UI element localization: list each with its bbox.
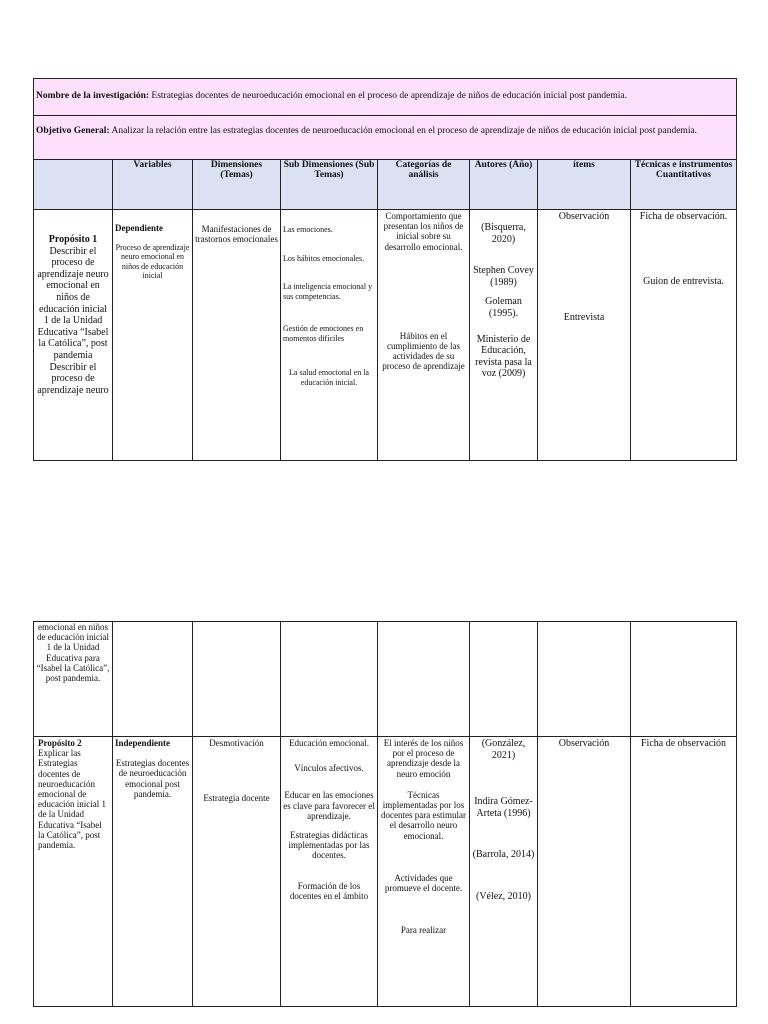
autores-cell [470, 737, 538, 1007]
categorias-cell [378, 737, 470, 1007]
objective-text: Analizar la relación entre las estrategias docentes de neuroeducación emocional en el proceso de aprendizaje de niños de educación inicial post pandemia. [111, 126, 698, 136]
header-items: ítems [538, 160, 631, 210]
sub-item: Las emociones. [283, 225, 333, 234]
research-name-text: Estrategias docentes de neuroeducación emocional en el proceso de aprendizaje de niños de educación inicial post pandemia. [151, 91, 628, 101]
autor-item: Ministerio de Educación, revista pasa la voz (2009) [475, 333, 532, 380]
tecnica-ficha: Ficha de observación [641, 738, 726, 749]
variable-independiente-text: Estrategias docentes de neuroeducación emocional post pandemia. [115, 758, 190, 799]
variable-dependiente-text: Proceso de aprendizaje neuro emocional en niños de educación inicial [115, 242, 190, 280]
sub-item: La salud emocional en la educación inicial. [289, 368, 369, 387]
dimension-text: Manifestaciones de trastornos emocionales [195, 224, 278, 245]
table-row-proposito-1 [34, 210, 737, 461]
autor-item: (González, 2021) [481, 738, 526, 761]
research-name-row [34, 79, 737, 116]
dimension-item: Desmotivación [209, 738, 264, 748]
item-observacion: Observación [558, 211, 610, 222]
tecnicas-cell [631, 210, 737, 461]
dimension-cell [193, 210, 281, 461]
tecnica-guion: Guion de entrevista. [643, 275, 724, 287]
continuation-text: emocional en niños de educación inicial 1 de la Unidad Educativa para “Isabel la Católica”, post pandemia. [36, 622, 110, 684]
autor-item: (Vélez, 2010) [476, 890, 531, 902]
dimension-item: Estrategia docente [203, 793, 270, 804]
proposito-2-cell [34, 737, 113, 1007]
proposito-1-cell [34, 210, 113, 461]
categoria-item: El interés de los niños por el proceso de aprendizaje desde la neuro emoción [383, 738, 464, 779]
header-empty [34, 160, 113, 210]
proposito-2-text: Explicar las Estrategias docentes de neuroeducación emocional de educación inicial 1 de la Unidad Educativa “Isabel la Católica”, post pandemia. [38, 748, 106, 851]
header-dimensiones: Dimensiones (Temas) [193, 160, 281, 210]
research-matrix-table-top [33, 78, 737, 461]
header-row [34, 160, 737, 210]
sub-item: Educación emocional. [289, 738, 369, 748]
research-matrix-table-bottom [33, 621, 737, 1007]
tecnicas-cell [631, 737, 737, 1007]
header-autores: Autores (Año) [470, 160, 538, 210]
research-name-label: Nombre de la investigación: [36, 91, 150, 101]
objective-row [34, 116, 737, 160]
empty-cell [631, 622, 737, 737]
sub-item: Gestión de emociones en momentos difíciles [283, 324, 364, 343]
empty-cell [470, 622, 538, 737]
sub-item: Los hábitos emocionales. [283, 253, 365, 263]
sub-item: Estrategias didácticas implementadas por las docentes. [288, 830, 370, 861]
categoria-item: Para realizar [400, 925, 447, 936]
continuation-cell [34, 622, 113, 737]
header-variables: Variables [113, 160, 193, 210]
objective-label: Objetivo General: [36, 126, 110, 136]
sub-item: Vínculos afectivos. [294, 763, 364, 774]
variable-independiente-title: Independiente [115, 738, 171, 748]
sub-item: La inteligencia emocional y sus competencias. [283, 282, 373, 301]
header-sub-dimensiones: Sub Dimensiones (Sub Temas) [281, 160, 378, 210]
dimensiones-cell [193, 737, 281, 1007]
categoria-item: Actividades que promueve el docente. [384, 872, 463, 894]
header-tecnicas: Técnicas e instrumentos Cuantitativos [631, 160, 737, 210]
autores-cell [470, 210, 538, 461]
sub-dimension-cell [281, 737, 378, 1007]
tecnica-ficha: Ficha de observación. [639, 211, 728, 222]
variable-independiente-cell [113, 737, 193, 1007]
empty-cell [378, 622, 470, 737]
autor-item: Stephen Covey (1989) [473, 265, 534, 288]
empty-cell [113, 622, 193, 737]
item-entrevista: Entrevista [563, 311, 605, 323]
autor-item: Indira Gómez-Arteta (1996) [474, 796, 533, 819]
variable-dependiente-cell [113, 210, 193, 461]
autor-item: (Barrola, 2014) [472, 849, 535, 861]
categoria-item: Hábitos en el cumplimiento de las actividades de su proceso de aprendizaje [382, 330, 465, 372]
items-cell [538, 210, 631, 461]
sub-dimension-cell [281, 210, 378, 461]
variable-dependiente-title: Dependiente [115, 223, 163, 233]
empty-cell [281, 622, 378, 737]
item-observacion: Observación [558, 738, 610, 749]
autor-item: Goleman (1995). [485, 296, 522, 319]
autor-item: (Bisquerra, 2020) [481, 222, 526, 245]
empty-cell [538, 622, 631, 737]
header-categorias: Categorías de análisis [378, 160, 470, 210]
items-cell [538, 737, 631, 1007]
empty-cell [193, 622, 281, 737]
sub-item: Formación de los docentes en el ámbito [289, 880, 369, 901]
table-row-proposito-2 [34, 737, 737, 1007]
table-row-continuation [34, 622, 737, 737]
sub-item: Educar en las emociones es clave para favorecer el aprendizaje. [283, 790, 375, 821]
categoria-item: Comportamiento que presentan los niños de inicial sobre su desarrollo emocional. [383, 211, 464, 252]
categoria-item: Técnicas implementadas por los docentes para estimular el desarrollo neuro emocional. [381, 789, 466, 841]
proposito-1-title: Propósito 1 [48, 234, 98, 245]
categorias-cell [378, 210, 470, 461]
proposito-1-text: Describir el proceso de aprendizaje neuro emocional en niños de educación inicial 1 de la Unidad Educativa “Isabel la Católica”, post pandemia Describir el proceso de aprendizaje neuro [37, 245, 109, 396]
proposito-2-title: Propósito 2 [38, 738, 82, 748]
